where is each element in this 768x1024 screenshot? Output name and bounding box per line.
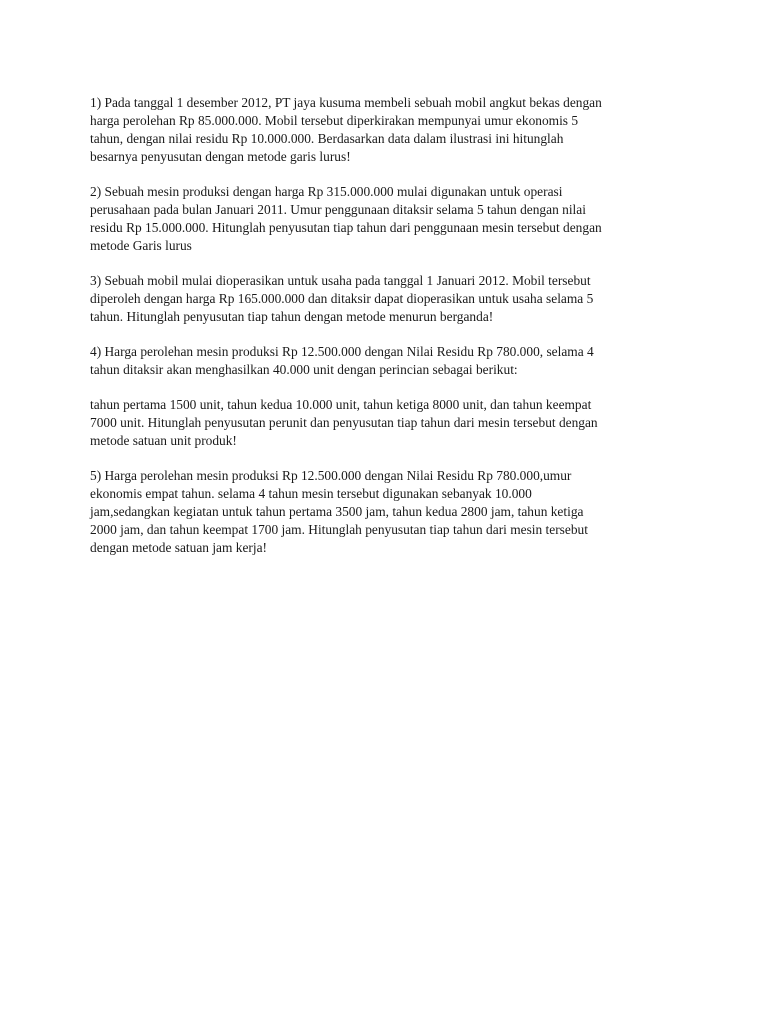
text-line: 3) Sebuah mobil mulai dioperasikan untuk usaha pada tanggal 1 Januari 2012. Mobil tersebut (90, 273, 591, 288)
question-2 (90, 183, 690, 255)
text-line: 1) Pada tanggal 1 desember 2012, PT jaya kusuma membeli sebuah mobil angkut bekas dengan (90, 95, 602, 110)
text-line: 7000 unit. Hitunglah penyusutan perunit dan penyusutan tiap tahun dari mesin tersebut dengan (90, 415, 598, 430)
text-line: tahun. Hitunglah penyusutan tiap tahun dengan metode menurun berganda! (90, 309, 494, 324)
question-3 (90, 272, 690, 326)
text-line: metode satuan unit produk! (90, 433, 237, 448)
text-line: 2000 jam, dan tahun keempat 1700 jam. Hitunglah penyusutan tiap tahun dari mesin tersebut (90, 522, 588, 537)
text-line: harga perolehan Rp 85.000.000. Mobil tersebut diperkirakan mempunyai umur ekonomis 5 (90, 113, 579, 128)
text-line: jam,sedangkan kegiatan untuk tahun pertama 3500 jam, tahun kedua 2800 jam, tahun ketiga (90, 504, 584, 519)
question-4-details (90, 396, 690, 450)
text-line: tahun, dengan nilai residu Rp 10.000.000. Berdasarkan data dalam ilustrasi ini hitunglah (90, 131, 564, 146)
text-line: 2) Sebuah mesin produksi dengan harga Rp 315.000.000 mulai digunakan untuk operasi (90, 184, 563, 199)
text-line: 4) Harga perolehan mesin produksi Rp 12.500.000 dengan Nilai Residu Rp 780.000, selama 4 (90, 344, 594, 359)
text-line: metode Garis lurus (90, 238, 192, 253)
text-line: besarnya penyusutan dengan metode garis lurus! (90, 149, 351, 164)
text-line: 5) Harga perolehan mesin produksi Rp 12.500.000 dengan Nilai Residu Rp 780.000,umur (90, 468, 572, 483)
question-5 (90, 467, 690, 557)
text-line: tahun pertama 1500 unit, tahun kedua 10.000 unit, tahun ketiga 8000 unit, dan tahun keempat (90, 397, 592, 412)
text-line: tahun ditaksir akan menghasilkan 40.000 unit dengan perincian sebagai berikut: (90, 362, 518, 377)
text-line: diperoleh dengan harga Rp 165.000.000 dan ditaksir dapat dioperasikan untuk usaha selama 5 (90, 291, 594, 306)
document-page (90, 94, 690, 574)
text-line: residu Rp 15.000.000. Hitunglah penyusutan tiap tahun dari penggunaan mesin tersebut dengan (90, 220, 602, 235)
text-line: dengan metode satuan jam kerja! (90, 540, 267, 555)
question-1 (90, 94, 690, 166)
text-line: ekonomis empat tahun. selama 4 tahun mesin tersebut digunakan sebanyak 10.000 (90, 486, 532, 501)
question-4 (90, 343, 690, 379)
text-line: perusahaan pada bulan Januari 2011. Umur penggunaan ditaksir selama 5 tahun dengan nilai (90, 202, 586, 217)
